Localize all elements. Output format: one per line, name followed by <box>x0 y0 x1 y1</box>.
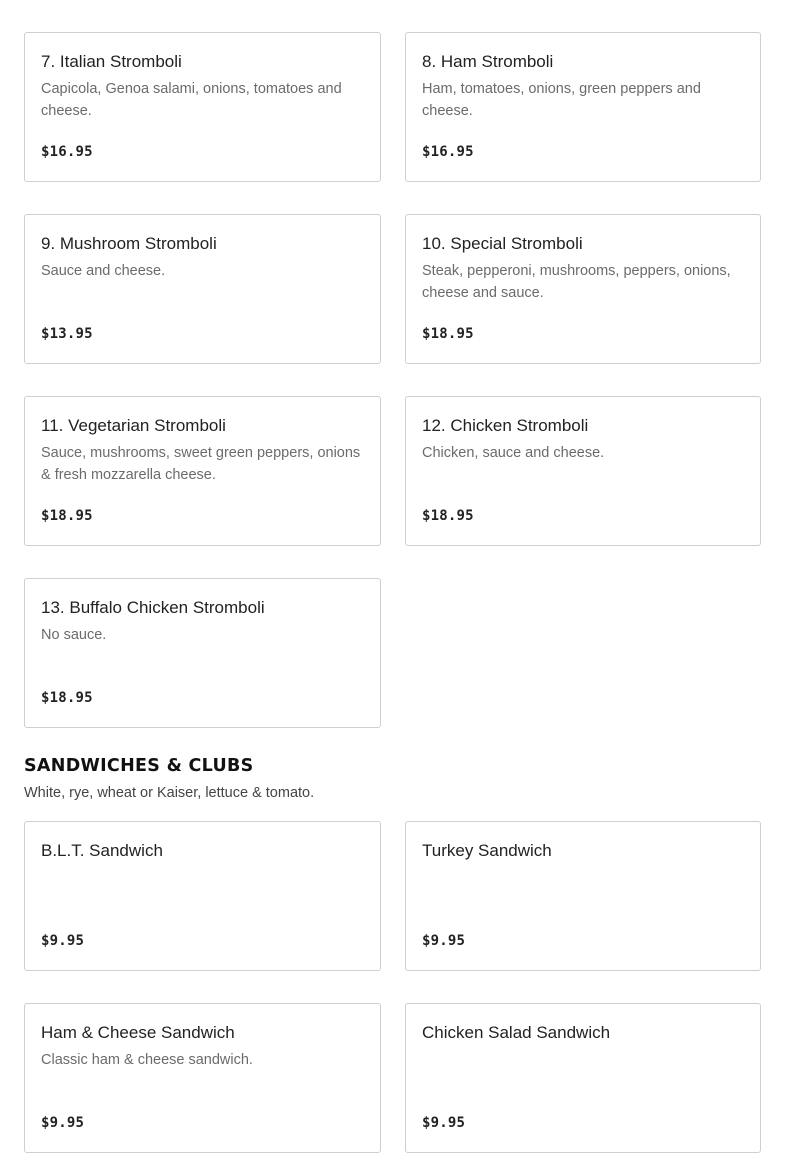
menu-item-card[interactable] <box>405 1003 761 1153</box>
menu-item-price: $16.95 <box>41 144 93 160</box>
menu-item-description: Chicken, sauce and cheese. <box>422 445 605 461</box>
menu-item-card[interactable] <box>405 214 761 364</box>
section-title: SANDWICHES & CLUBS <box>24 756 254 776</box>
menu-item-price: $9.95 <box>422 933 466 949</box>
menu-item-name: Turkey Sandwich <box>422 841 552 860</box>
menu-item-name: 13. Buffalo Chicken Stromboli <box>41 598 265 617</box>
menu-item-price: $9.95 <box>41 933 85 949</box>
menu-item-name: 7. Italian Stromboli <box>41 52 182 71</box>
menu-item-name: 8. Ham Stromboli <box>422 52 554 71</box>
menu-item-card[interactable] <box>24 396 381 546</box>
menu-item-name: 9. Mushroom Stromboli <box>41 234 217 253</box>
stromboli-grid <box>24 32 761 728</box>
sandwiches-grid <box>24 821 761 1153</box>
menu-item-card[interactable] <box>24 821 381 971</box>
menu-item-name: 12. Chicken Stromboli <box>422 416 589 435</box>
menu-item-description: No sauce. <box>41 627 107 643</box>
menu-item-description: Classic ham & cheese sandwich. <box>41 1052 253 1068</box>
menu-item-price: $13.95 <box>41 326 93 342</box>
menu-item-card[interactable] <box>405 32 761 182</box>
menu-item-description: Steak, pepperoni, mushrooms, peppers, onions, cheese and sauce. <box>422 263 731 301</box>
menu-item-description: Sauce and cheese. <box>41 263 166 279</box>
menu-item-price: $18.95 <box>422 326 474 342</box>
menu-item-name: B.L.T. Sandwich <box>41 841 163 860</box>
menu-item-card[interactable] <box>24 578 381 728</box>
menu-item-name: 10. Special Stromboli <box>422 234 583 253</box>
menu-item-price: $18.95 <box>41 508 93 524</box>
menu-item-price: $9.95 <box>41 1115 85 1131</box>
menu-content <box>24 32 761 1153</box>
menu-item-price: $16.95 <box>422 144 474 160</box>
menu-item-price: $9.95 <box>422 1115 466 1131</box>
menu-item-name: Chicken Salad Sandwich <box>422 1023 611 1042</box>
menu-item-card[interactable] <box>24 214 381 364</box>
menu-item-card[interactable] <box>405 821 761 971</box>
menu-item-name: Ham & Cheese Sandwich <box>41 1023 235 1042</box>
menu-item-card[interactable] <box>24 32 381 182</box>
section-subtitle: White, rye, wheat or Kaiser, lettuce & tomato. <box>24 785 315 801</box>
sandwiches-section <box>24 755 761 1153</box>
menu-item-price: $18.95 <box>41 690 93 706</box>
menu-item-name: 11. Vegetarian Stromboli <box>41 416 226 435</box>
menu-item-description: Capicola, Genoa salami, onions, tomatoes and cheese. <box>41 81 342 119</box>
menu-item-card[interactable] <box>24 1003 381 1153</box>
menu-item-price: $18.95 <box>422 508 474 524</box>
menu-item-description: Sauce, mushrooms, sweet green peppers, onions & fresh mozzarella cheese. <box>41 445 361 483</box>
menu-item-card[interactable] <box>405 396 761 546</box>
menu-item-description: Ham, tomatoes, onions, green peppers and cheese. <box>422 81 701 119</box>
